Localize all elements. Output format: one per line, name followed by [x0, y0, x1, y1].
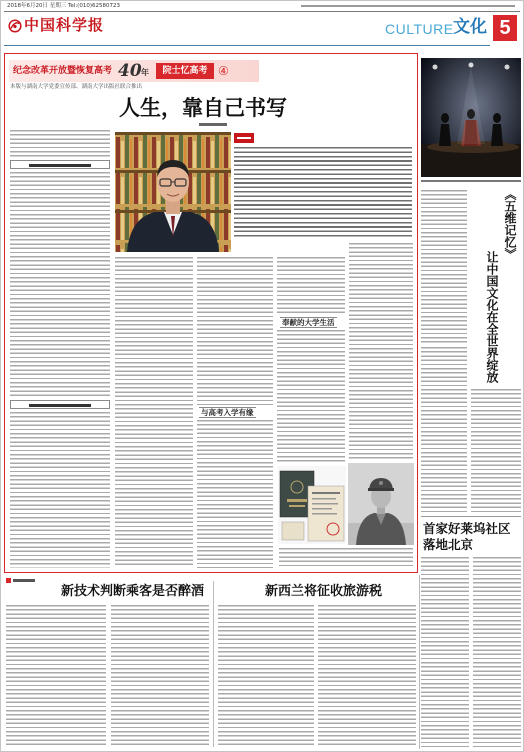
subhead [10, 160, 110, 169]
sidebar-headline-line-1: 《五维记忆》 [503, 188, 517, 260]
masthead-rule [4, 45, 490, 46]
performance-photo [421, 58, 521, 177]
masthead-logo: 中国科学报 [24, 16, 105, 34]
documents-photo [278, 466, 346, 544]
sidebar-story2-headline-line-2: 落地北京 [423, 537, 474, 552]
subhead [10, 400, 110, 409]
sidebar-headline-line-2: 让中国文化在全世界绽放 [485, 251, 499, 383]
page-number: 5 [493, 15, 517, 41]
column-label [13, 579, 35, 582]
body-text-block [111, 605, 209, 747]
partners-line: 本版与湖南大学党委宣传部、湖南大学出版社联合推出 [10, 84, 143, 90]
intro-text-block [234, 147, 412, 239]
body-text-block [421, 347, 467, 513]
story-divider [421, 516, 521, 517]
series-label: 院士忆高考 [156, 63, 214, 79]
section-name-cn: 文化 [453, 17, 487, 37]
feature-headline: 人生，靠自己书写 [119, 95, 287, 120]
sidebar-story2-headline-line-1: 首家好莱坞社区 [423, 521, 511, 536]
series-issue: ④ [218, 64, 229, 78]
column-divider [419, 575, 420, 749]
subhead-admission: 与高考入学有缘 [201, 408, 254, 417]
body-text-block [6, 605, 106, 747]
uniform-portrait-photo [348, 463, 414, 545]
column-marker-icon [6, 578, 11, 583]
body-text-block [318, 605, 416, 747]
body-text-block [421, 557, 469, 747]
name-tag [234, 133, 254, 143]
date-line: 2018年6月20日 星期三 Tel:(010)62580723 [7, 3, 120, 9]
body-text-block [277, 330, 345, 463]
body-text-block [10, 130, 110, 158]
banner-unit: 年 [141, 68, 149, 77]
article-divider [213, 581, 214, 747]
bottom-headline-2: 新西兰将征收旅游税 [265, 584, 383, 599]
body-text-block [421, 190, 467, 343]
body-text-block [197, 257, 273, 405]
body-text-block [473, 557, 521, 747]
body-text-block [197, 420, 273, 568]
body-text-block [10, 412, 110, 568]
section-name-en: CULTURE [385, 21, 454, 37]
body-text-block [115, 257, 193, 568]
photo-caption [279, 548, 413, 566]
subhead-college-life: 奉献的大学生活 [282, 318, 335, 327]
top-rule [4, 11, 520, 12]
body-text-block [277, 257, 345, 314]
photo-caption [421, 180, 521, 182]
portrait-photo [115, 132, 231, 252]
editor-line [301, 5, 515, 7]
banner-number: 40 [118, 61, 142, 81]
byline [199, 123, 227, 126]
body-text-block [471, 389, 521, 513]
masthead-emblem-icon [8, 18, 22, 32]
body-text-block [218, 605, 314, 747]
banner-lead: 纪念改革开放暨恢复高考 [13, 66, 113, 76]
body-text-block [10, 172, 110, 398]
bottom-headline-1: 新技术判断乘客是否醉酒 [61, 584, 205, 599]
body-text-block [349, 243, 413, 459]
